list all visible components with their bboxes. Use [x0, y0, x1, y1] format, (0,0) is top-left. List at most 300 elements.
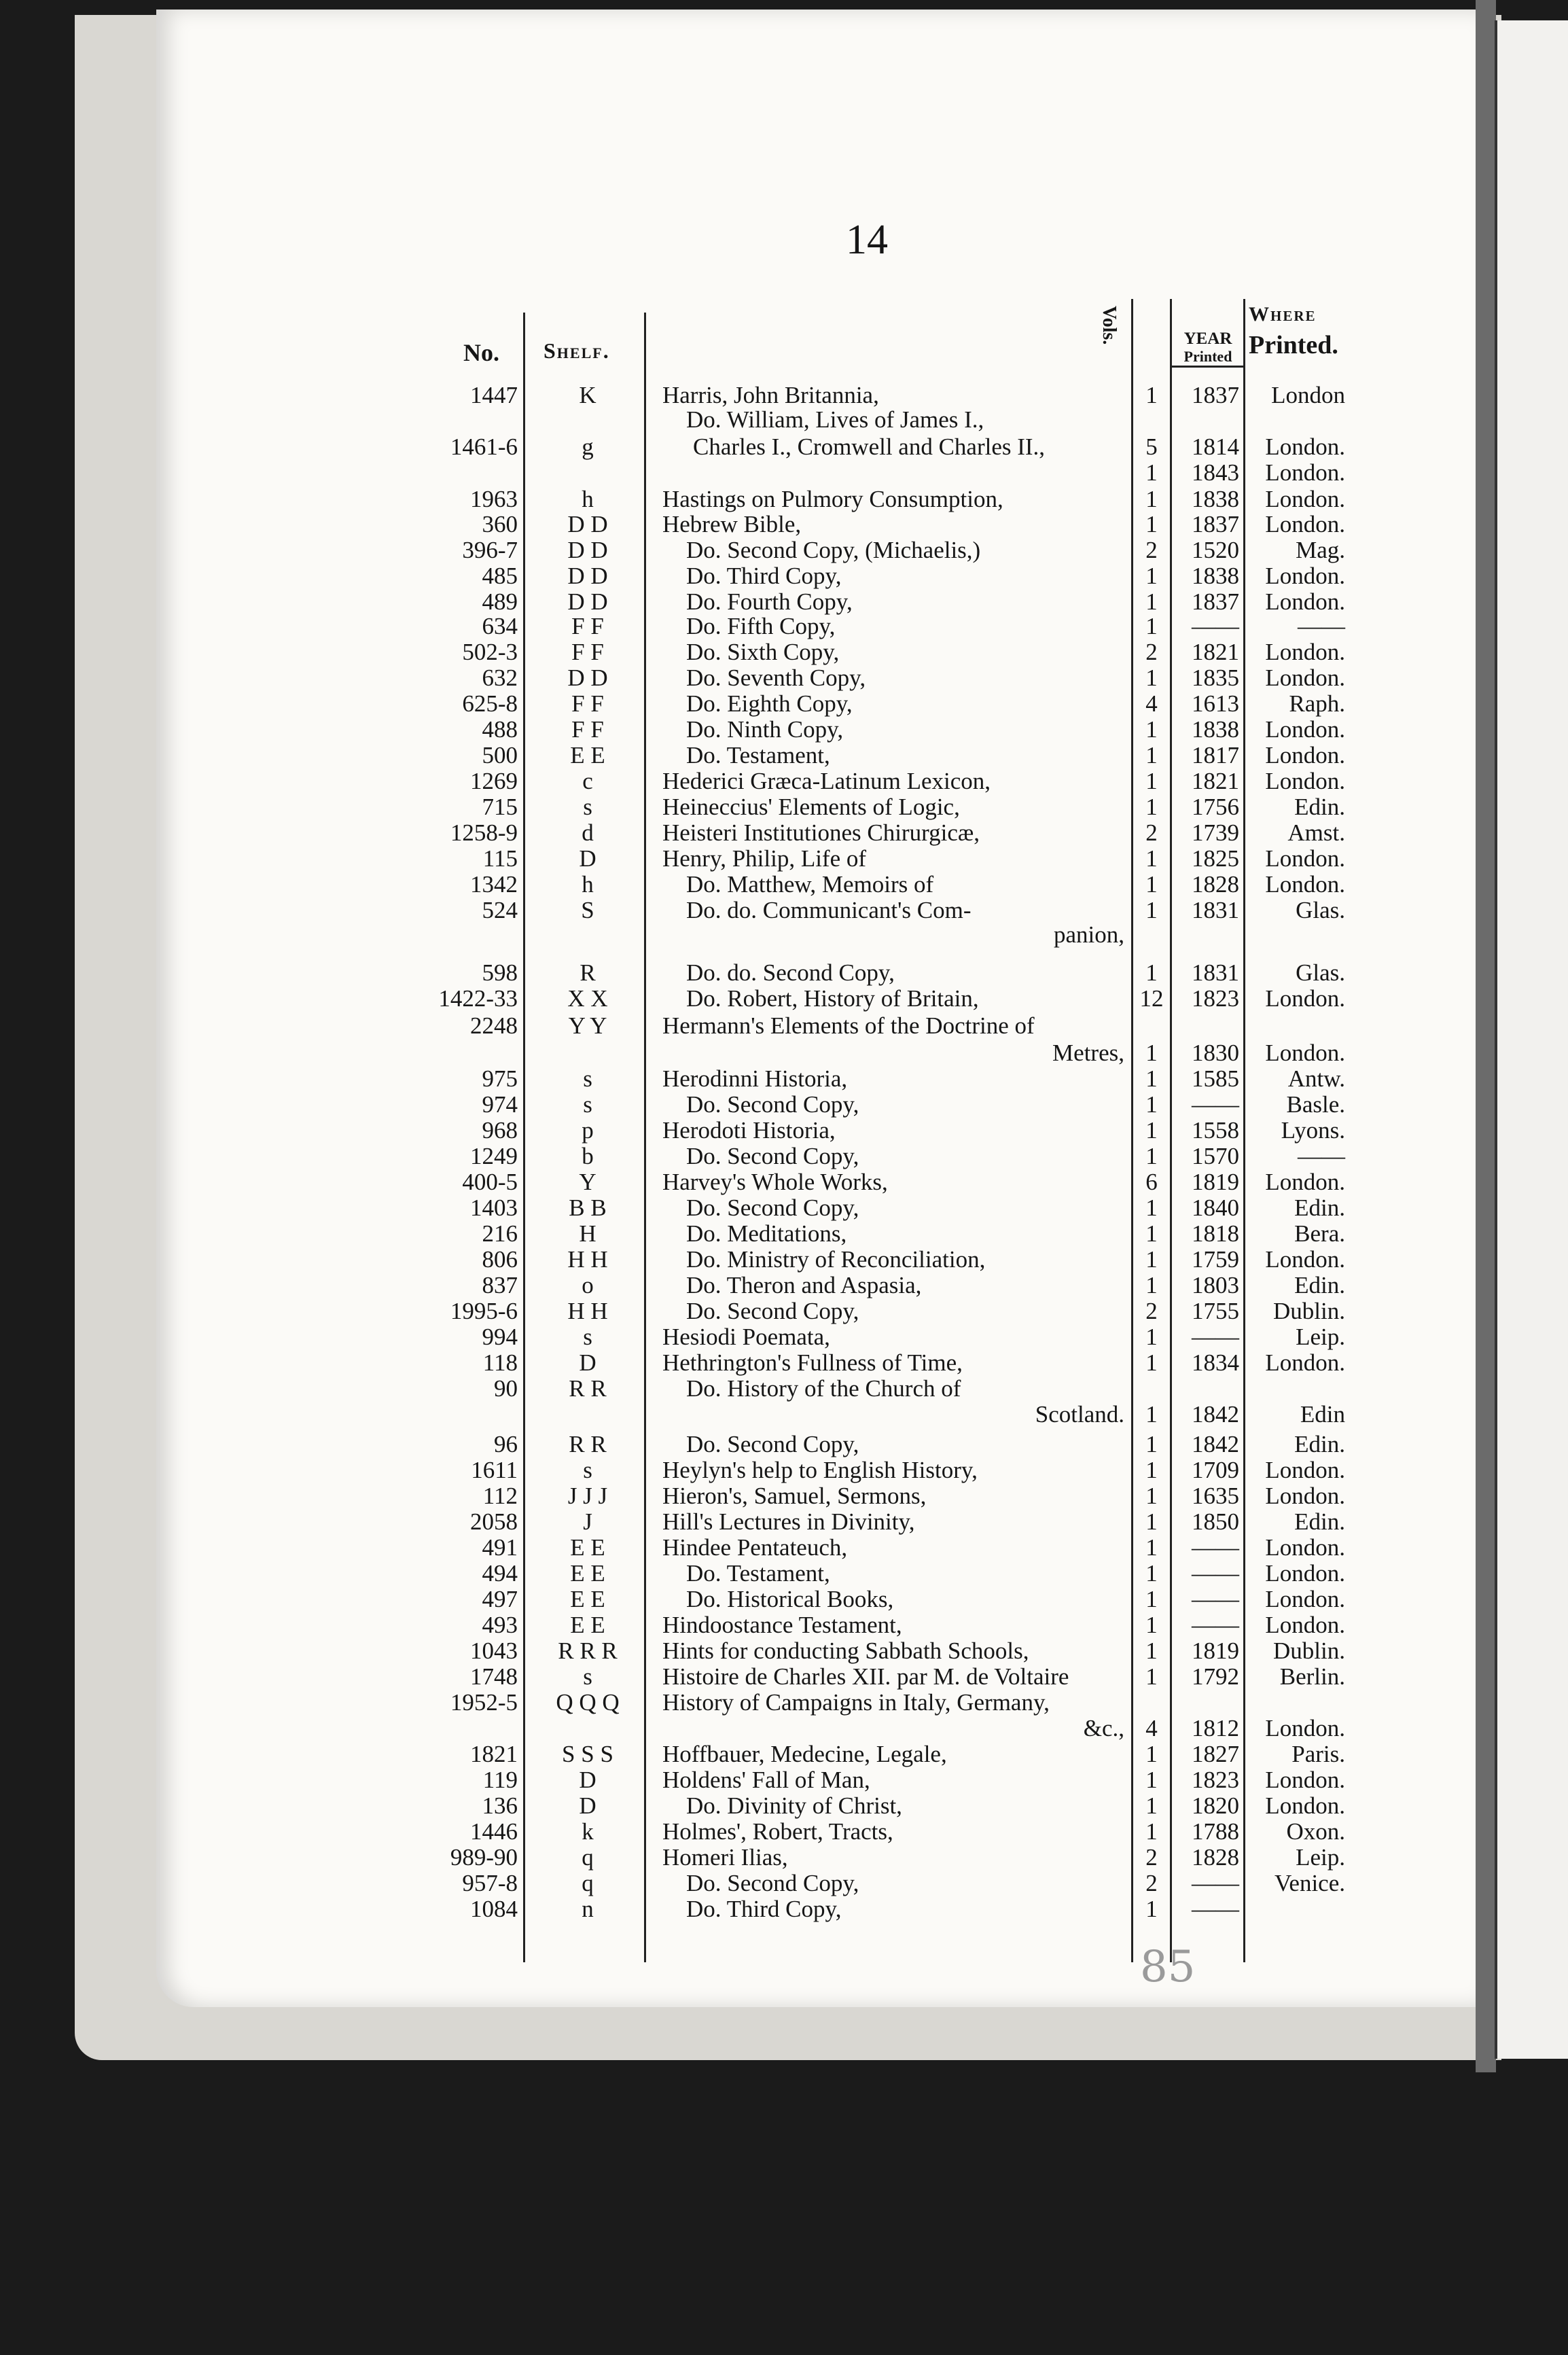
row-number: 1342	[470, 871, 518, 898]
row-number: 1963	[470, 486, 518, 512]
row-place: Dublin.	[1273, 1298, 1345, 1324]
row-shelf: E E	[570, 1534, 605, 1561]
row-year: ——	[1192, 1091, 1239, 1118]
row-year: 1830	[1192, 1040, 1239, 1066]
row-year: 1558	[1192, 1117, 1239, 1144]
row-vols: 1	[1145, 1457, 1158, 1483]
table-row	[0, 406, 1359, 433]
row-number: 396-7	[462, 537, 518, 563]
row-shelf: D	[579, 1792, 596, 1819]
row-title: Do. Second Copy,	[686, 1431, 859, 1457]
row-shelf: S	[581, 897, 594, 923]
row-number: 400-5	[462, 1169, 518, 1195]
row-shelf: J	[583, 1508, 592, 1535]
row-title: Do. Fifth Copy,	[686, 613, 836, 639]
row-place: London.	[1265, 563, 1345, 589]
row-shelf: o	[582, 1272, 594, 1298]
row-title: Do. Second Copy,	[686, 1194, 859, 1221]
row-vols: 1	[1145, 1324, 1158, 1350]
row-place: London.	[1265, 511, 1345, 537]
row-year: 1570	[1192, 1143, 1239, 1169]
row-vols: 1	[1145, 1431, 1158, 1457]
row-place: London.	[1265, 1612, 1345, 1638]
table-row	[0, 639, 1359, 666]
row-shelf: D D	[567, 665, 608, 691]
row-year: 1837	[1192, 382, 1239, 408]
row-vols: 1	[1145, 871, 1158, 898]
row-vols: 2	[1145, 1844, 1158, 1871]
table-row	[0, 985, 1359, 1012]
row-place: London.	[1265, 768, 1345, 794]
row-number: 96	[494, 1431, 518, 1457]
row-title: Do. Second Copy,	[686, 1143, 859, 1169]
row-vols: 5	[1145, 433, 1158, 460]
row-vols: 1	[1145, 1560, 1158, 1587]
table-row	[0, 794, 1359, 821]
table-row	[0, 486, 1359, 513]
table-row	[0, 1375, 1359, 1402]
row-title: Do. do. Communicant's Com-	[686, 897, 972, 923]
table-row	[0, 742, 1359, 769]
row-year: 1635	[1192, 1483, 1239, 1509]
row-title: Do. History of the Church of	[686, 1375, 961, 1402]
row-place: ——	[1298, 613, 1345, 639]
row-year: 1821	[1192, 768, 1239, 794]
row-place: London.	[1265, 1715, 1345, 1741]
row-vols: 1	[1145, 1741, 1158, 1767]
row-year: 1755	[1192, 1298, 1239, 1324]
row-year: 1812	[1192, 1715, 1239, 1741]
row-number: 989-90	[450, 1844, 518, 1871]
table-row	[0, 1117, 1359, 1144]
row-number: 1084	[470, 1896, 518, 1922]
row-shelf: p	[582, 1117, 594, 1144]
row-vols: 2	[1145, 1298, 1158, 1324]
table-row	[0, 1246, 1359, 1273]
row-place: Leip.	[1296, 1844, 1345, 1871]
row-shelf: q	[582, 1870, 594, 1896]
row-vols: 1	[1145, 1091, 1158, 1118]
row-shelf: F F	[571, 639, 604, 665]
row-shelf: X X	[567, 985, 608, 1012]
row-year: 1834	[1192, 1349, 1239, 1376]
row-number: 1249	[470, 1143, 518, 1169]
table-row	[0, 459, 1359, 486]
row-place: Raph.	[1289, 690, 1345, 717]
row-place: London.	[1265, 716, 1345, 743]
row-vols: 1	[1145, 1117, 1158, 1144]
table-row	[0, 1272, 1359, 1299]
row-number: 1258-9	[450, 819, 518, 846]
row-place: Oxon.	[1286, 1818, 1345, 1845]
row-shelf: D D	[567, 563, 608, 589]
table-row	[0, 871, 1359, 898]
row-number: 1446	[470, 1818, 518, 1845]
row-year: 1821	[1192, 639, 1239, 665]
row-year: 1585	[1192, 1065, 1239, 1092]
row-title: Do. Meditations,	[686, 1220, 847, 1247]
row-place: Edin.	[1294, 1431, 1345, 1457]
row-year: 1756	[1192, 794, 1239, 820]
table-row	[0, 1349, 1359, 1377]
row-number: 1995-6	[450, 1298, 518, 1324]
row-year: 1825	[1192, 845, 1239, 872]
row-vols: 1	[1145, 897, 1158, 923]
table-row	[0, 768, 1359, 795]
row-place: London.	[1265, 433, 1345, 460]
table-row	[0, 845, 1359, 872]
row-vols: 1	[1145, 511, 1158, 537]
table-row	[0, 1324, 1359, 1351]
row-title: History of Campaigns in Italy, Germany,	[662, 1689, 1050, 1716]
row-title: Do. Seventh Copy,	[686, 665, 866, 691]
row-title: Histoire de Charles XII. par M. de Voltaire	[662, 1663, 1069, 1690]
row-shelf: R R	[569, 1431, 607, 1457]
row-title: Hindoostance Testament,	[662, 1612, 902, 1638]
row-number: 974	[482, 1091, 518, 1118]
row-place: London.	[1265, 845, 1345, 872]
row-number: 497	[482, 1586, 518, 1612]
row-place: Lyons.	[1281, 1117, 1345, 1144]
row-number: 625-8	[462, 690, 518, 717]
row-title: Hoffbauer, Medecine, Legale,	[662, 1741, 947, 1767]
row-title: Herodoti Historia,	[662, 1117, 836, 1144]
row-vols: 2	[1145, 537, 1158, 563]
facing-page-edge	[1495, 20, 1568, 2059]
row-number: 1403	[470, 1194, 518, 1221]
row-vols: 1	[1145, 1349, 1158, 1376]
header-year-top: YEAR	[1183, 330, 1232, 348]
table-row	[0, 1298, 1359, 1325]
table-row	[0, 563, 1359, 590]
row-place: Mag.	[1296, 537, 1345, 563]
row-vols: 1	[1145, 1508, 1158, 1535]
table-row	[0, 897, 1359, 924]
row-year: 1837	[1192, 588, 1239, 615]
row-vols: 6	[1145, 1169, 1158, 1195]
row-number: 494	[482, 1560, 518, 1587]
row-year: ——	[1192, 1324, 1239, 1350]
row-shelf: J J J	[567, 1483, 608, 1509]
row-vols: 1	[1145, 1612, 1158, 1638]
header-no: No.	[463, 339, 499, 366]
row-number: 994	[482, 1324, 518, 1350]
row-number: 118	[482, 1349, 518, 1376]
table-row	[0, 1194, 1359, 1222]
row-place: Edin	[1300, 1401, 1345, 1428]
table-row	[0, 1818, 1359, 1845]
row-title: Do. Second Copy,	[686, 1870, 859, 1896]
row-title: &c.,	[1083, 1715, 1124, 1741]
row-vols: 1	[1145, 1143, 1158, 1169]
table-row	[0, 1040, 1359, 1067]
row-number: 115	[482, 845, 518, 872]
row-vols: 4	[1145, 1715, 1158, 1741]
row-number: 1447	[470, 382, 518, 408]
row-shelf: F F	[571, 690, 604, 717]
row-place: Edin.	[1294, 1508, 1345, 1535]
row-title: Henry, Philip, Life of	[662, 845, 867, 872]
row-place: London.	[1265, 1349, 1345, 1376]
row-number: 489	[482, 588, 518, 615]
row-year: 1759	[1192, 1246, 1239, 1273]
row-vols: 1	[1145, 1896, 1158, 1922]
row-vols: 1	[1145, 716, 1158, 743]
table-row	[0, 1586, 1359, 1613]
row-title: Do. Eighth Copy,	[686, 690, 853, 717]
table-row	[0, 959, 1359, 987]
table-row	[0, 537, 1359, 564]
row-shelf: b	[582, 1143, 594, 1169]
row-place: London.	[1265, 1169, 1345, 1195]
row-title: Hastings on Pulmory Consumption,	[662, 486, 1003, 512]
row-vols: 2	[1145, 639, 1158, 665]
row-vols: 1	[1145, 1040, 1158, 1066]
row-title: Do. Theron and Aspasia,	[686, 1272, 922, 1298]
row-year: 1838	[1192, 563, 1239, 589]
row-vols: 1	[1145, 768, 1158, 794]
row-place: London.	[1265, 588, 1345, 615]
table-row	[0, 1065, 1359, 1093]
row-title: Metres,	[1052, 1040, 1124, 1066]
row-year: 1823	[1192, 1767, 1239, 1793]
row-shelf: h	[582, 486, 594, 512]
row-vols: 1	[1145, 588, 1158, 615]
row-place: ——	[1298, 1143, 1345, 1169]
row-title: Homeri Ilias,	[662, 1844, 788, 1871]
row-shelf: s	[583, 1091, 592, 1118]
row-place: London.	[1265, 1246, 1345, 1273]
row-year: 1828	[1192, 1844, 1239, 1871]
row-number: 1043	[470, 1637, 518, 1664]
row-place: London.	[1265, 1483, 1345, 1509]
row-shelf: H H	[567, 1246, 608, 1273]
header-where-top: Where	[1249, 303, 1317, 325]
row-vols: 1	[1145, 1767, 1158, 1793]
row-shelf: R R	[569, 1375, 607, 1402]
row-year: ——	[1192, 1586, 1239, 1612]
table-row	[0, 1663, 1359, 1690]
row-place: London.	[1265, 665, 1345, 691]
row-year: ——	[1192, 1534, 1239, 1561]
row-place: London	[1271, 382, 1345, 408]
table-row	[0, 1457, 1359, 1484]
table-row	[0, 433, 1359, 461]
table-row	[0, 1091, 1359, 1118]
row-shelf: s	[583, 1457, 592, 1483]
row-vols: 12	[1139, 985, 1164, 1012]
row-year: 1838	[1192, 486, 1239, 512]
row-title: Heisteri Institutiones Chirurgicæ,	[662, 819, 980, 846]
header-vols	[1098, 306, 1120, 344]
row-year: 1840	[1192, 1194, 1239, 1221]
row-place: London.	[1265, 1560, 1345, 1587]
row-title: Harris, John Britannia,	[662, 382, 879, 408]
row-title: Do. Second Copy,	[686, 1298, 859, 1324]
row-title: Do. Ninth Copy,	[686, 716, 844, 743]
row-place: London.	[1265, 1792, 1345, 1819]
header-vols-text: Vols.	[1099, 306, 1120, 345]
row-number: 136	[482, 1792, 518, 1819]
row-vols: 1	[1145, 1220, 1158, 1247]
row-shelf: E E	[570, 1586, 605, 1612]
row-number: 975	[482, 1065, 518, 1092]
row-vols: 1	[1145, 1246, 1158, 1273]
table-row	[0, 1767, 1359, 1794]
row-shelf: s	[583, 1065, 592, 1092]
table-row	[0, 588, 1359, 616]
row-number: 493	[482, 1612, 518, 1638]
row-number: 502-3	[462, 639, 518, 665]
row-number: 806	[482, 1246, 518, 1273]
row-year: 1820	[1192, 1792, 1239, 1819]
table-row	[0, 1844, 1359, 1871]
row-vols: 1	[1145, 742, 1158, 768]
row-shelf: E E	[570, 742, 605, 768]
row-title: Do. Sixth Copy,	[686, 639, 840, 665]
row-year: 1520	[1192, 537, 1239, 563]
row-place: Berlin.	[1279, 1663, 1345, 1690]
row-title: Do. Testament,	[686, 742, 830, 768]
row-title: Do. Robert, History of Britain,	[686, 985, 979, 1012]
row-year: 1842	[1192, 1431, 1239, 1457]
row-title: Holmes', Robert, Tracts,	[662, 1818, 893, 1845]
row-vols: 1	[1145, 1637, 1158, 1664]
row-number: 119	[482, 1767, 518, 1793]
row-place: Edin.	[1294, 1272, 1345, 1298]
row-place: Leip.	[1296, 1324, 1345, 1350]
row-year: 1788	[1192, 1818, 1239, 1845]
row-year: 1831	[1192, 897, 1239, 923]
row-place: London.	[1265, 1586, 1345, 1612]
page-number: 14	[846, 217, 888, 263]
row-shelf: F F	[571, 716, 604, 743]
row-vols: 1	[1145, 1792, 1158, 1819]
row-number: 1952-5	[450, 1689, 518, 1716]
row-number: 957-8	[462, 1870, 518, 1896]
header-year-bottom: Printed	[1183, 348, 1232, 365]
row-title: Do. Matthew, Memoirs of	[686, 871, 934, 898]
row-year: 1823	[1192, 985, 1239, 1012]
row-title: Harvey's Whole Works,	[662, 1169, 888, 1195]
row-year: 1850	[1192, 1508, 1239, 1535]
row-title: Do. Second Copy, (Michaelis,)	[686, 537, 981, 563]
row-vols: 1	[1145, 1586, 1158, 1612]
row-vols: 1	[1145, 1483, 1158, 1509]
row-shelf: c	[582, 768, 593, 794]
table-row	[0, 1560, 1359, 1587]
row-number: 1269	[470, 768, 518, 794]
row-vols: 1	[1145, 563, 1158, 589]
row-vols: 2	[1145, 1870, 1158, 1896]
row-title: Hermann's Elements of the Doctrine of	[662, 1012, 1035, 1039]
row-number: 837	[482, 1272, 518, 1298]
row-vols: 2	[1145, 819, 1158, 846]
row-year: 1837	[1192, 511, 1239, 537]
row-place: Glas.	[1296, 959, 1345, 986]
row-number: 1748	[470, 1663, 518, 1690]
row-place: Basle.	[1286, 1091, 1345, 1118]
row-year: 1842	[1192, 1401, 1239, 1428]
row-year: 1819	[1192, 1169, 1239, 1195]
table-row	[0, 1431, 1359, 1458]
row-place: Edin.	[1294, 794, 1345, 820]
table-row	[0, 1483, 1359, 1510]
table-row	[0, 1612, 1359, 1639]
table-row	[0, 511, 1359, 538]
row-shelf: g	[582, 433, 594, 460]
row-shelf: K	[579, 382, 596, 408]
row-vols: 1	[1145, 1534, 1158, 1561]
row-shelf: E E	[570, 1560, 605, 1587]
row-vols: 1	[1145, 1663, 1158, 1690]
row-year: 1817	[1192, 742, 1239, 768]
row-shelf: Q Q Q	[556, 1689, 620, 1716]
row-place: Bera.	[1294, 1220, 1345, 1247]
row-shelf: D	[579, 845, 596, 872]
row-shelf: B B	[569, 1194, 607, 1221]
row-number: 500	[482, 742, 518, 768]
row-number: 90	[494, 1375, 518, 1402]
row-title: Do. Third Copy,	[686, 1896, 842, 1922]
row-shelf: D D	[567, 511, 608, 537]
row-number: 216	[482, 1220, 518, 1247]
row-number: 524	[482, 897, 518, 923]
row-vols: 1	[1145, 1818, 1158, 1845]
row-title: Hieron's, Samuel, Sermons,	[662, 1483, 927, 1509]
table-row	[0, 665, 1359, 692]
row-shelf: s	[583, 1663, 592, 1690]
row-place: London.	[1265, 459, 1345, 486]
row-year: 1709	[1192, 1457, 1239, 1483]
row-shelf: H	[579, 1220, 596, 1247]
table-row	[0, 921, 1359, 949]
row-vols: 1	[1145, 459, 1158, 486]
row-title: Hethrington's Fullness of Time,	[662, 1349, 963, 1376]
row-vols: 1	[1145, 794, 1158, 820]
row-title: Hints for conducting Sabbath Schools,	[662, 1637, 1029, 1664]
row-place: London.	[1265, 486, 1345, 512]
row-title: Do. William, Lives of James I.,	[686, 406, 984, 433]
row-vols: 1	[1145, 1065, 1158, 1092]
row-number: 632	[482, 665, 518, 691]
row-title: Do. Ministry of Reconciliation,	[686, 1246, 986, 1273]
table-row	[0, 1534, 1359, 1561]
row-title: Do. Third Copy,	[686, 563, 842, 589]
table-row	[0, 1508, 1359, 1536]
header-shelf: Shelf.	[544, 338, 610, 363]
table-row	[0, 1169, 1359, 1196]
row-number: 2058	[470, 1508, 518, 1535]
row-shelf: R	[580, 959, 596, 986]
table-row	[0, 613, 1359, 640]
row-place: Antw.	[1287, 1065, 1345, 1092]
row-number: 968	[482, 1117, 518, 1144]
row-title: Do. Historical Books,	[686, 1586, 894, 1612]
row-year: 1803	[1192, 1272, 1239, 1298]
row-year: 1838	[1192, 716, 1239, 743]
row-shelf: Y	[579, 1169, 596, 1195]
row-title: Hill's Lectures in Divinity,	[662, 1508, 915, 1535]
row-title: Do. Second Copy,	[686, 1091, 859, 1118]
row-place: Edin.	[1294, 1194, 1345, 1221]
row-title: panion,	[1053, 921, 1124, 948]
row-shelf: R R R	[558, 1637, 618, 1664]
row-vols: 1	[1145, 1272, 1158, 1298]
row-year: ——	[1192, 1612, 1239, 1638]
table-row	[0, 716, 1359, 743]
row-place: London.	[1265, 1767, 1345, 1793]
